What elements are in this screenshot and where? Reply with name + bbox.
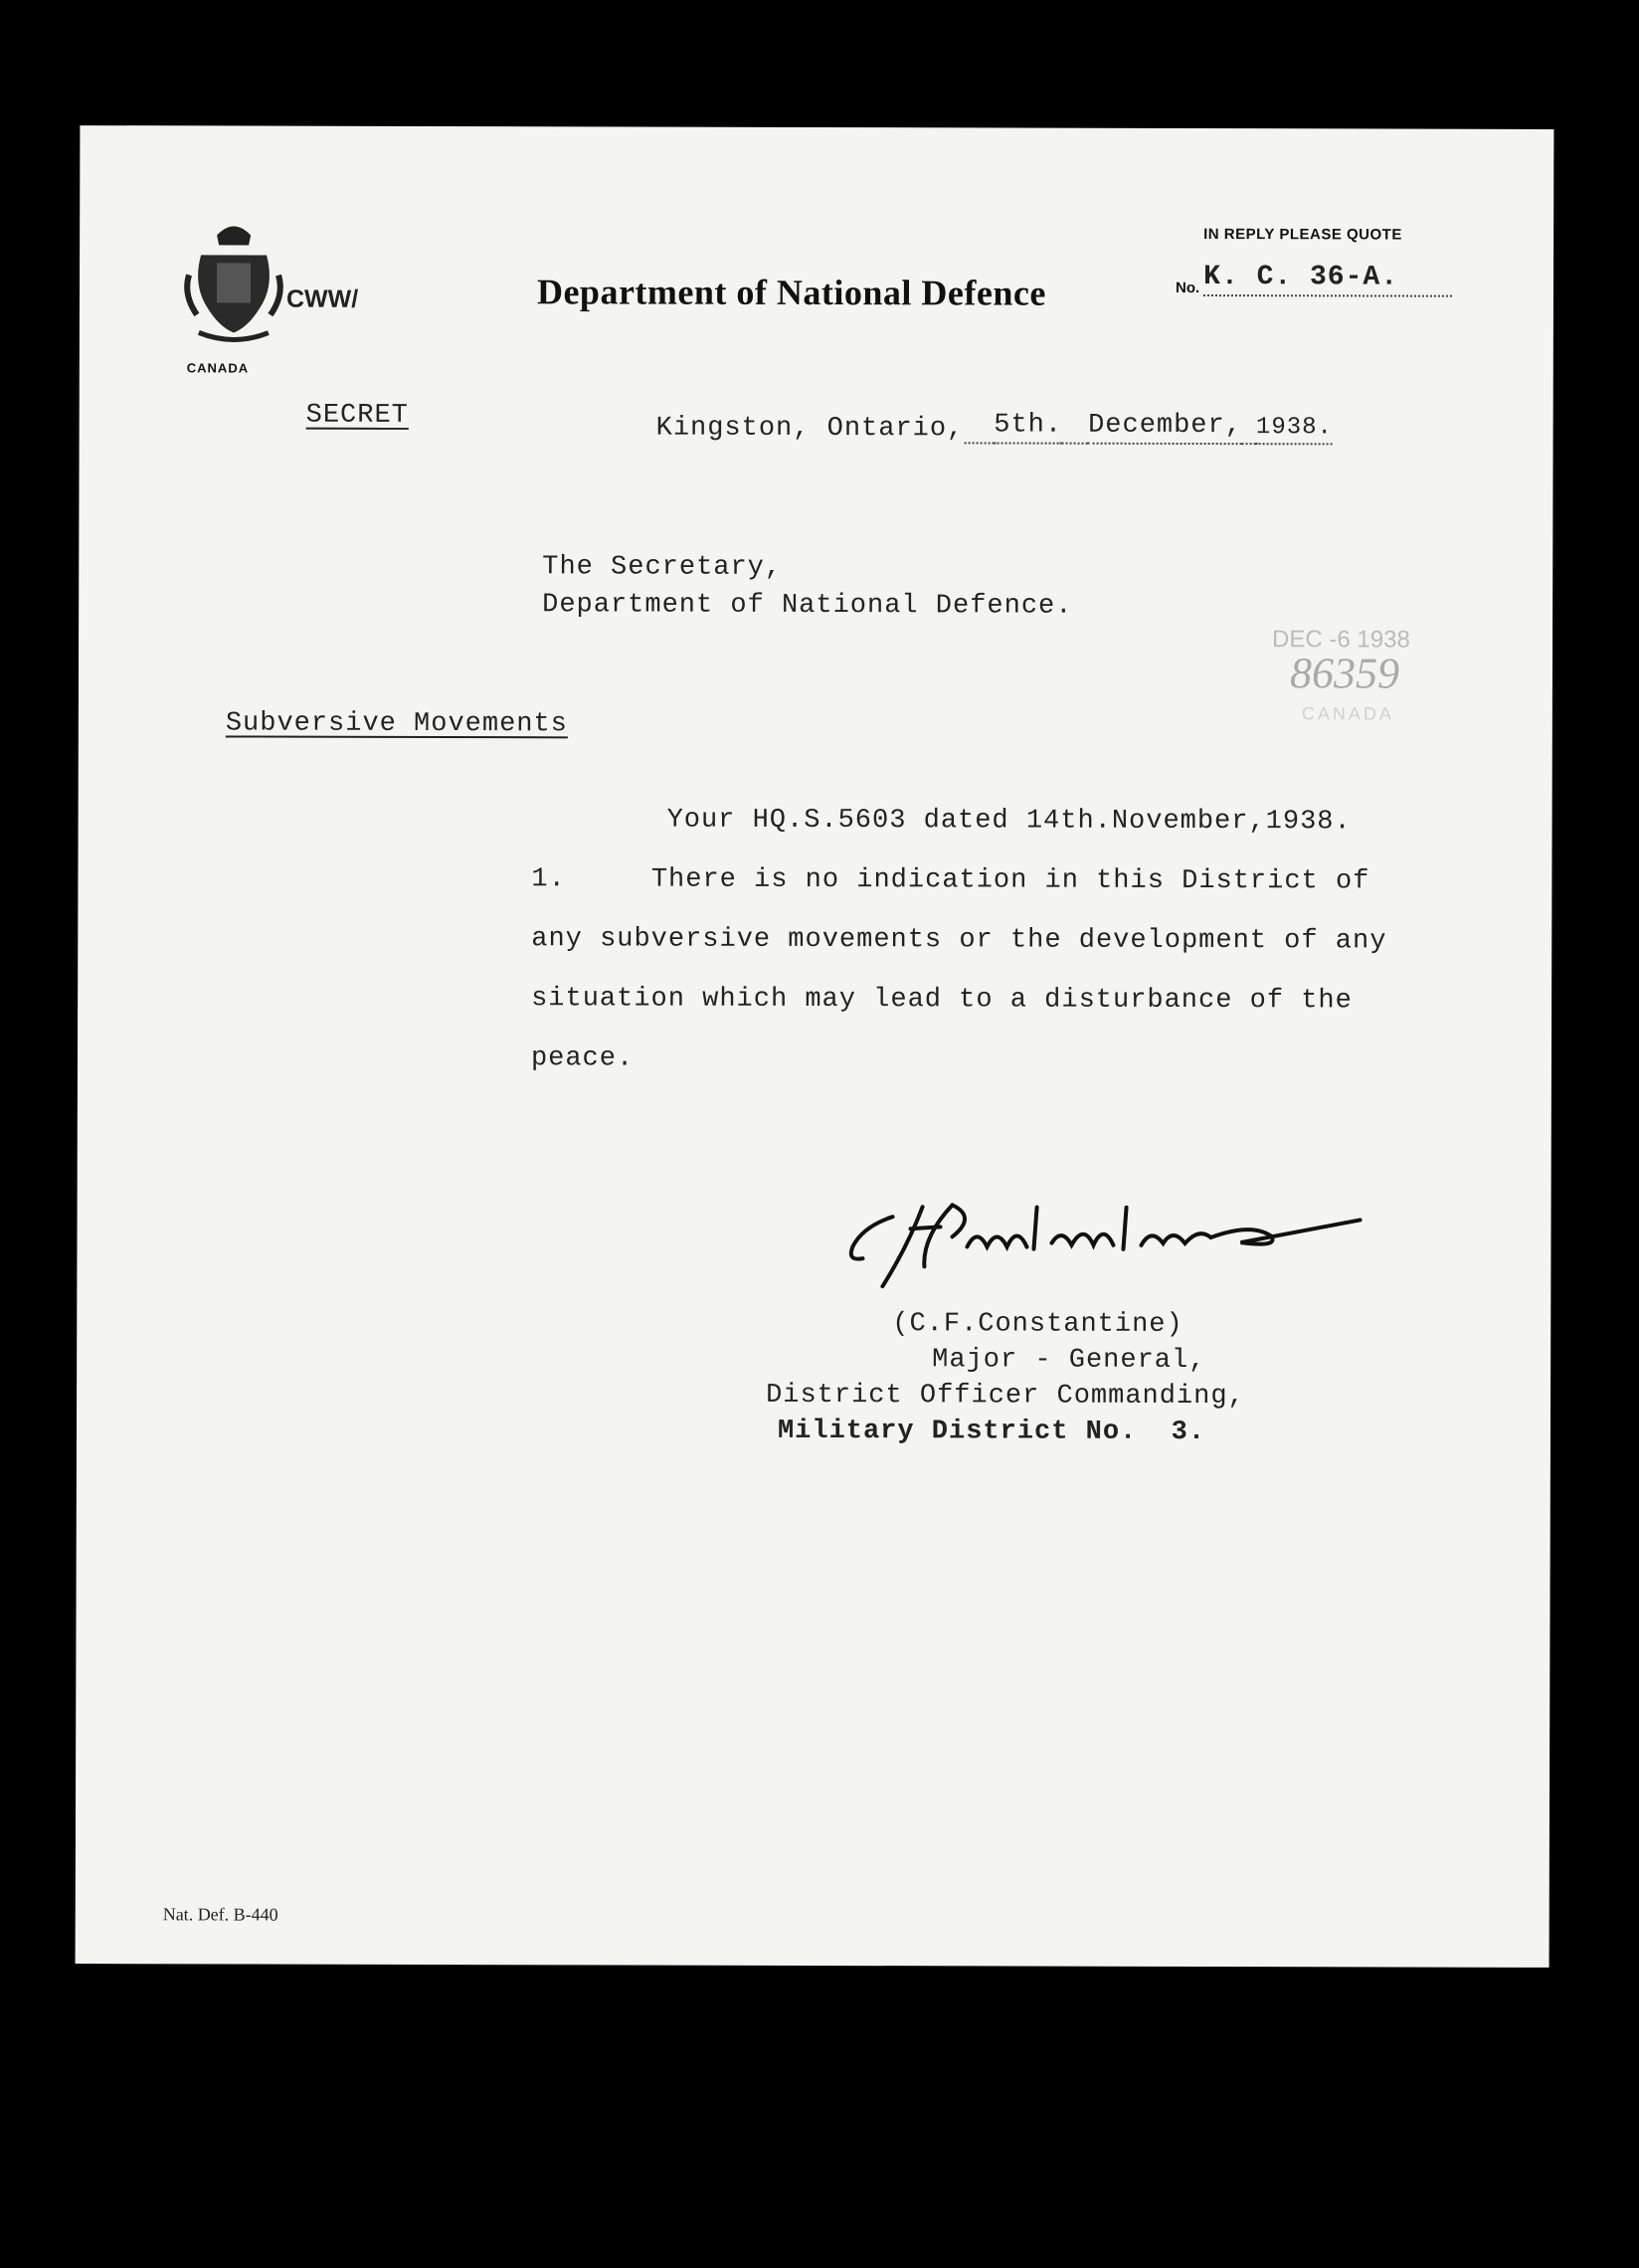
- reference-number: [1176, 262, 1452, 297]
- stamp-date: DEC -6 1938: [1272, 626, 1410, 654]
- body-line: any subversive movements or the development of any: [531, 924, 1387, 957]
- department-letterhead: Department of National Defence: [536, 272, 1046, 313]
- stamp-number: 86359: [1289, 649, 1400, 698]
- dateline: [656, 410, 1333, 446]
- signatory-district: Military District No. 3.: [777, 1416, 1206, 1448]
- body-line: situation which may lead to a disturbance of the: [531, 984, 1353, 1017]
- classification-marking: SECRET: [305, 400, 409, 431]
- addressee-line: Department of National Defence.: [542, 590, 1073, 622]
- dateline-year: 1938.: [1256, 414, 1333, 445]
- signatory-rank: Major - General,: [932, 1345, 1206, 1377]
- form-number: Nat. Def. B-440: [162, 1904, 278, 1925]
- stamp-country: CANADA: [1301, 703, 1394, 724]
- received-stamp: [1272, 626, 1491, 746]
- reference-line: Your HQ.S.5603 dated 14th.November,1938.: [666, 805, 1352, 838]
- coat-of-arms-icon: [179, 215, 288, 344]
- signatory-title: District Officer Commanding,: [766, 1380, 1245, 1413]
- reply-quote-label: IN REPLY PLEASE QUOTE: [1203, 226, 1402, 244]
- handwritten-signature: [813, 1187, 1369, 1317]
- signatory-name: (C.F.Constantine): [892, 1309, 1184, 1340]
- dateline-dots: [964, 440, 994, 444]
- body-line: peace.: [530, 1043, 635, 1074]
- crest-label: CANADA: [186, 360, 250, 376]
- dateline-place: Kingston, Ontario,: [655, 413, 965, 445]
- addressee-line: The Secretary,: [542, 552, 783, 583]
- body-line: 1. There is no indication in this District of: [531, 864, 1370, 897]
- dateline-day: 5th.: [994, 410, 1062, 444]
- dateline-dots: [1242, 441, 1256, 445]
- reference-number-label: No.: [1175, 279, 1200, 297]
- dateline-dots: [1062, 441, 1088, 445]
- typist-initials: CWW/: [285, 284, 359, 313]
- letter-page: [76, 125, 1554, 1968]
- dateline-month: December,: [1088, 411, 1242, 445]
- reference-number-value: K. C. 36-A.: [1203, 262, 1452, 297]
- subject-line: Subversive Movements: [225, 708, 568, 740]
